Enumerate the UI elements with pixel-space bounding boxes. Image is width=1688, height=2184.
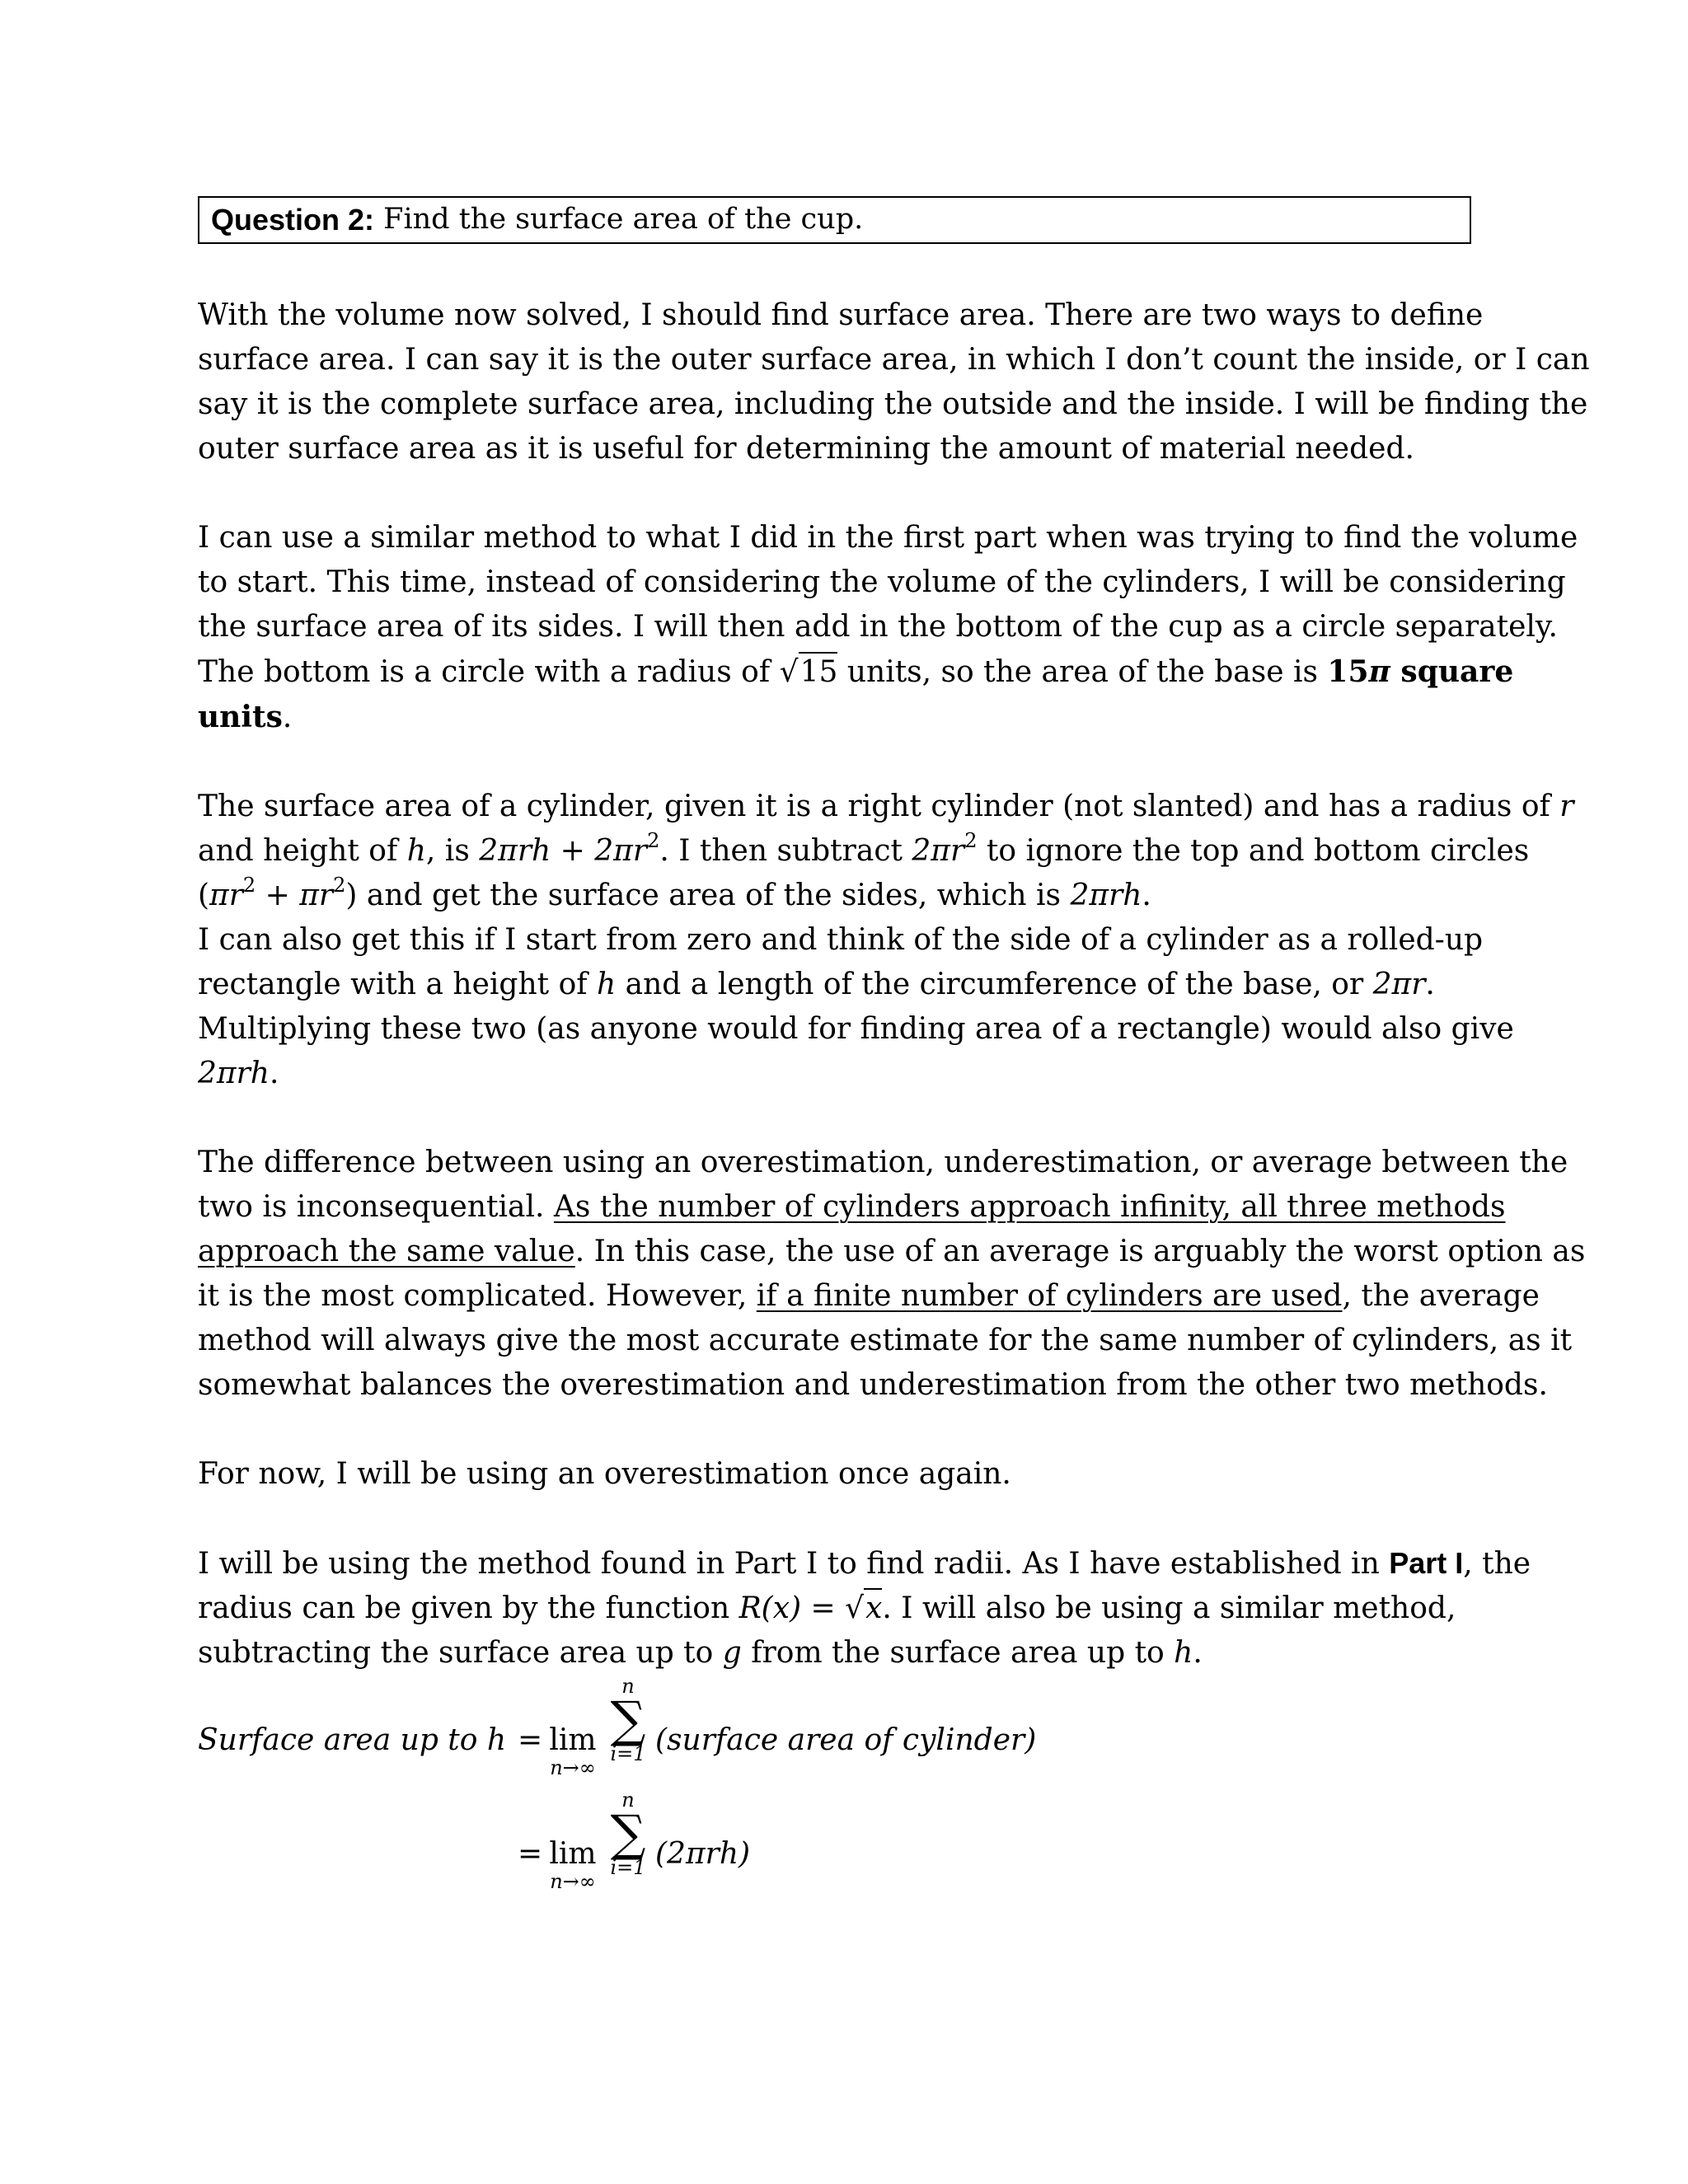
math-expr: 2πrh: [1070, 879, 1142, 912]
text: , the average: [1342, 1279, 1540, 1313]
text: .: [282, 701, 293, 734]
text: ): [345, 879, 358, 912]
superscript: 2: [964, 829, 978, 852]
text-line: [198, 829, 1530, 874]
text: units, so the area of the base is: [837, 655, 1328, 689]
text: . I will also be using a similar method,: [882, 1591, 1456, 1625]
question-box: [198, 196, 1471, 244]
text: to ignore the top and bottom circles: [977, 834, 1530, 868]
paragraph-4: [198, 1141, 1586, 1408]
superscript: 2: [242, 874, 256, 897]
math-expr: R(x): [738, 1591, 802, 1625]
underlined-text: if a finite number of cylinders are used: [756, 1279, 1343, 1313]
text: subtracting the surface area up to: [198, 1636, 723, 1670]
text: . I then subtract: [659, 834, 912, 868]
equation-term-1: (surface area of cylinder): [655, 1723, 1037, 1757]
equals-sign: =: [518, 1837, 543, 1871]
equation-lhs: Surface area up to h: [198, 1723, 507, 1757]
text: rectangle with a height of: [198, 968, 598, 1001]
text-line: [198, 874, 1471, 918]
paragraph-2: [198, 516, 1578, 740]
text: I will be using the method found in Part I to find radii. As I have established in: [198, 1547, 1390, 1581]
equals-sign: =: [518, 1723, 543, 1757]
question-text: Find the surface area of the cup.: [374, 203, 864, 237]
text-line: [198, 1274, 1540, 1319]
text-line: [198, 785, 1574, 829]
text: from the surface area up to: [741, 1636, 1175, 1670]
text-line: somewhat balances the overestimation and underestimation from the other two methods.: [198, 1368, 1548, 1402]
text: square: [1390, 654, 1514, 689]
equation-term-2: (2πrh): [655, 1837, 751, 1871]
math-expr: 2πr: [1372, 968, 1426, 1001]
math-expr: 2πr: [912, 834, 965, 868]
text-line: For now, I will be using an overestimation once again.: [198, 1457, 1011, 1491]
text-line: [198, 1586, 1471, 1631]
text: , is: [425, 834, 480, 868]
text-line: [198, 1052, 1471, 1096]
text: .: [269, 1057, 279, 1090]
text: and height of: [198, 834, 407, 868]
text: (: [198, 879, 210, 912]
document-page: [198, 196, 1590, 1906]
sigma-upper: n: [621, 1788, 635, 1811]
radicand: x: [864, 1588, 882, 1625]
text: +: [551, 834, 595, 868]
text: .: [1425, 968, 1435, 1001]
pi-symbol: π: [1368, 654, 1390, 689]
text: .: [1142, 879, 1151, 912]
lim-text: lim: [549, 1837, 597, 1871]
text-line: [198, 1631, 1471, 1675]
lim-text: lim: [549, 1723, 597, 1757]
math-var: h: [1174, 1636, 1193, 1670]
text: it is the most complicated. However,: [198, 1279, 757, 1313]
text-line: say it is the complete surface area, including the outside and the inside. I will be finding the: [198, 387, 1588, 421]
sigma-icon: ∑: [610, 1805, 646, 1863]
text-line: [198, 1230, 1586, 1274]
lim-subscript: n→∞: [550, 1870, 596, 1893]
square-root: √15: [780, 650, 838, 695]
text: and get the surface area of the sides, which is: [357, 879, 1071, 912]
bold-text: units: [198, 700, 283, 734]
text-line: I can also get this if I start from zero and think of the side of a cylinder as a rolled-up: [198, 923, 1484, 957]
text-line: [198, 695, 1471, 740]
sigma-lower: i=1: [610, 1856, 646, 1879]
sigma-lower: i=1: [610, 1742, 646, 1765]
summation: [605, 1675, 651, 1765]
math-var: r: [1559, 790, 1574, 823]
text: The surface area of a cylinder, given it is a right cylinder (not slanted) and has a radius of: [198, 790, 1560, 823]
math-expr: πr: [299, 879, 334, 912]
sigma-upper: n: [621, 1675, 635, 1698]
text-line: The difference between using an overestimation, underestimation, or average between the: [198, 1146, 1568, 1179]
text-line: to start. This time, instead of considering the volume of the cylinders, I will be considering: [198, 565, 1566, 599]
summation: [605, 1789, 651, 1878]
text: two is inconsequential.: [198, 1190, 554, 1224]
text: and a length of the circumference of the base, or: [616, 968, 1373, 1001]
equation-block: [198, 1675, 1471, 1906]
text: 15: [1327, 654, 1369, 689]
sigma-icon: ∑: [610, 1691, 646, 1749]
limit: [544, 1837, 602, 1892]
text-line: With the volume now solved, I should find surface area. There are two ways to define: [198, 298, 1484, 332]
text-line: the surface area of its sides. I will then add in the bottom of the cup as a circle separately.: [198, 610, 1558, 644]
paragraph-3: [198, 785, 1574, 1096]
text-line: outer surface area as it is useful for determining the amount of material needed.: [198, 432, 1414, 466]
math-expr: 2πrh: [479, 834, 551, 868]
text: +: [256, 879, 300, 912]
text: The bottom is a circle with a radius of: [198, 655, 780, 689]
math-var: h: [406, 834, 426, 868]
limit: [544, 1723, 602, 1779]
bold-text: Part I: [1389, 1546, 1464, 1580]
paragraph-6: [198, 1541, 1531, 1675]
paragraph-5: [198, 1452, 1471, 1497]
square-root: √x: [845, 1586, 882, 1631]
superscript: 2: [333, 874, 346, 897]
text: .: [1193, 1636, 1203, 1670]
text-line: method will always give the most accurate estimate for the same number of cylinders, as it: [198, 1324, 1573, 1357]
text-line: I can use a similar method to what I did in the first part when was trying to find the volume: [198, 521, 1578, 555]
text-line: surface area. I can say it is the outer surface area, in which I don’t count the inside, or I can: [198, 343, 1590, 377]
lim-subscript: n→∞: [550, 1756, 596, 1779]
radicand: 15: [799, 652, 838, 689]
underlined-text: As the number of cylinders approach infinity, all three methods: [553, 1190, 1506, 1224]
text-line: Multiplying these two (as anyone would for finding area of a rectangle) would also give: [198, 1012, 1514, 1046]
superscript: 2: [647, 829, 660, 852]
text-line: [198, 1185, 1506, 1230]
math-expr: 2πrh: [198, 1057, 270, 1090]
math-expr: πr: [209, 879, 243, 912]
underlined-text: approach the same value: [198, 1235, 575, 1268]
math-expr: 2πr: [594, 834, 648, 868]
math-var: h: [597, 968, 617, 1001]
text-line: [198, 649, 1514, 695]
bold-area: [1327, 654, 1513, 689]
question-label: Question 2:: [211, 202, 375, 237]
text: . In this case, the use of an average is arguably the worst option as: [574, 1235, 1586, 1268]
text-line: [198, 963, 1471, 1007]
paragraph-1: [198, 293, 1590, 471]
math-var: g: [722, 1636, 742, 1670]
text: radius can be given by the function: [198, 1591, 739, 1625]
text-line: [198, 1541, 1531, 1586]
text: , the: [1463, 1547, 1531, 1581]
text: =: [801, 1591, 846, 1625]
